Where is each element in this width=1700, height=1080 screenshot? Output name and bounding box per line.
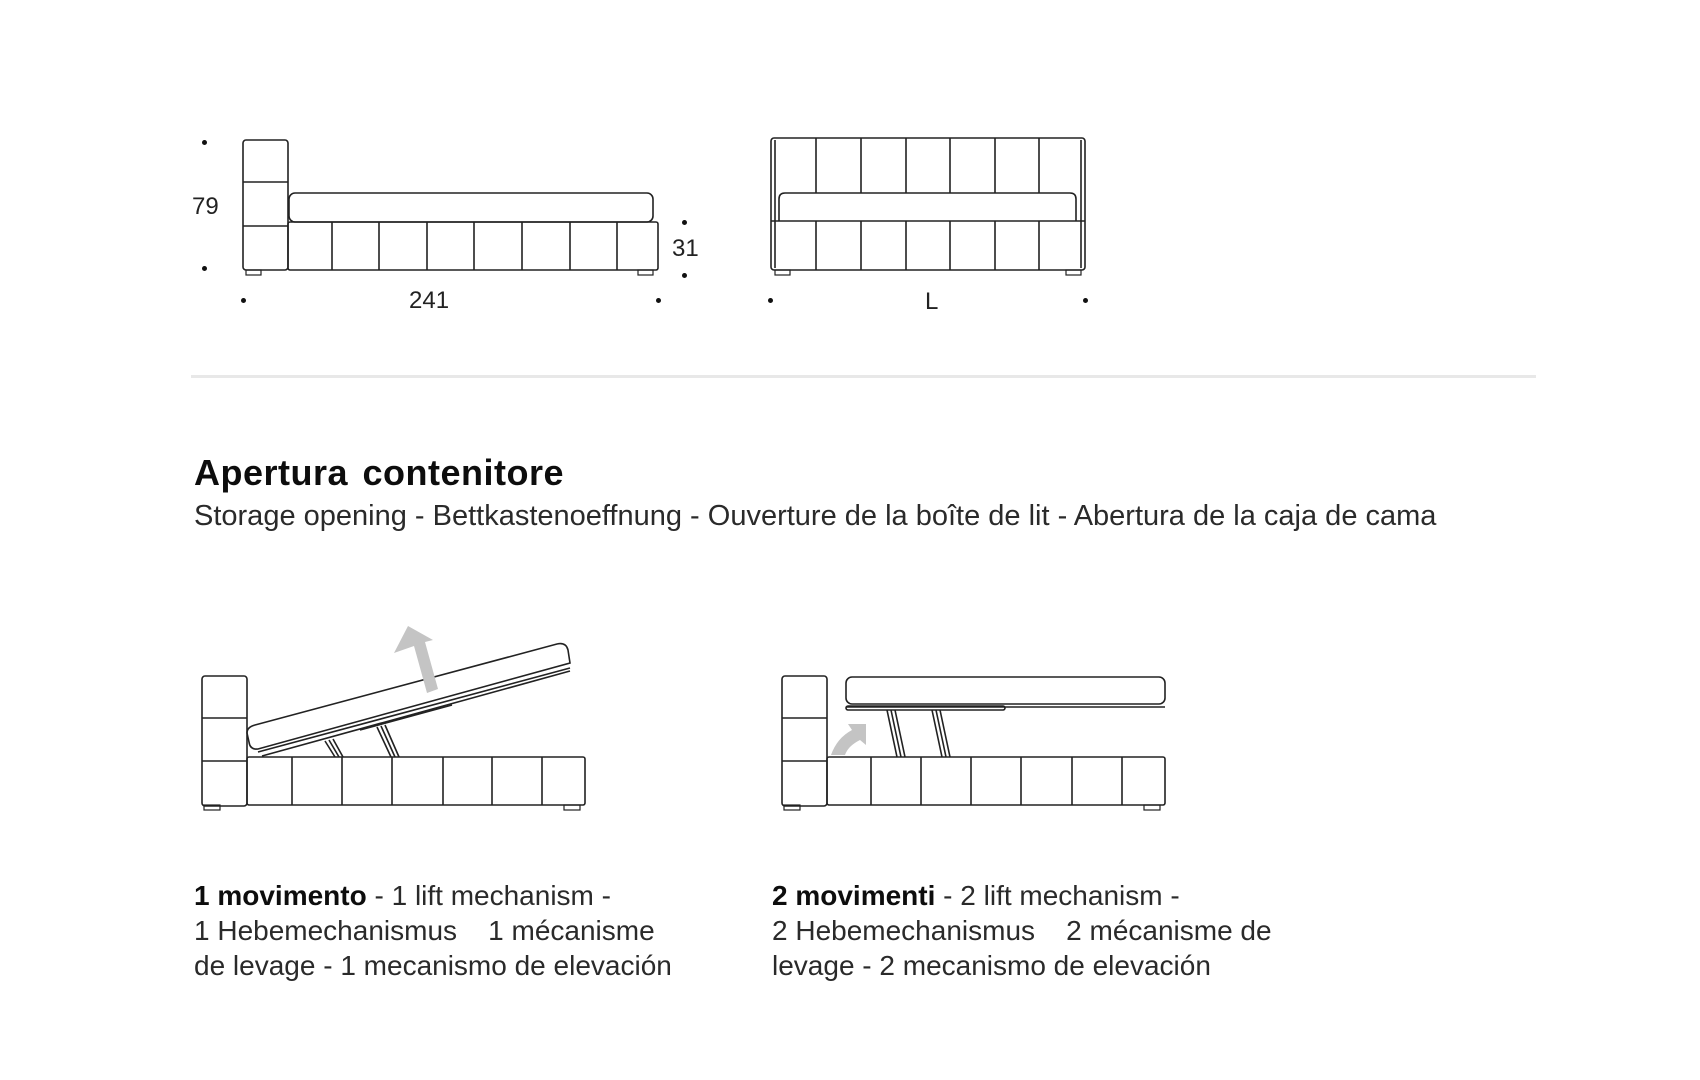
curved-arrow-icon (831, 724, 866, 755)
option-1-line2: 1 Hebemechanismus 1 mécanisme (194, 915, 655, 946)
base-height-dimension-label: 31 (672, 235, 699, 262)
option-2-line3: levage - 2 mecanismo de elevación (772, 950, 1211, 981)
option-2-caption (772, 878, 1272, 983)
option-1-line1: - 1 lift mechanism - (366, 880, 611, 911)
option-1-line3: de levage - 1 mecanismo de elevación (194, 950, 672, 981)
option-2-title: 2 movimenti (772, 880, 936, 911)
width-dimension-label: L (925, 288, 939, 315)
height-dimension-label: 79 (192, 193, 219, 220)
length-dimension-label: 241 (409, 287, 450, 314)
option-1-title: 1 movimento (194, 880, 367, 911)
option-2-line2: 2 Hebemechanismus 2 mécanisme de (772, 915, 1272, 946)
option-2-line1: - 2 lift mechanism - (935, 880, 1180, 911)
section-subtitle: Storage opening - Bettkastenoeffnung - Ouverture de la boîte de lit - Abertura de la caja de cama (194, 500, 1437, 532)
section-title: Apertura contenitore (194, 452, 565, 493)
